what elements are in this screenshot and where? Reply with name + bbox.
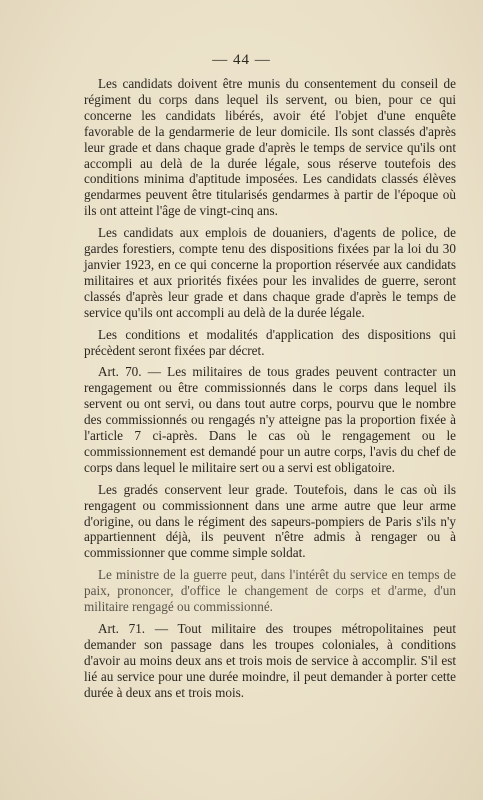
paragraph-grades-conservent: Les gradés conservent leur grade. Toutefois, dans le cas où ils rengagent ou commissionnent dans une arme autre que leur arme d'origine, ou dans le régiment des sapeurs-pompiers de Paris s'ils n'y appartiennent déjà, ils peuvent n'être admis à rengager ou à commissionner que comme simple soldat. — [84, 481, 456, 561]
paragraph-candidats-gendarmes: Les candidats doivent être munis du consentement du conseil de régiment du corps dans lequel ils servent, ou bien, pour ce qui concerne les candidats libérés, avoir été l'objet d'une enquête favorable de la gendarmerie de leur domicile. Ils sont classés d'après leur grade et dans chaque grade d'après le temps de service qu'ils ont accompli au delà de la durée légale, sous réserve toutefois des conditions minima d'aptitude imposées. Les candidats classés élèves gendarmes peuvent être titularisés gendarmes à partir de l'époque où ils ont atteint l'âge de vingt-cinq ans. — [84, 76, 456, 219]
paragraph-candidats-douaniers: Les candidats aux emplois de douaniers, d'agents de police, de gardes forestiers, compte tenu des dispositions fixées par la loi du 30 janvier 1923, en ce qui concerne la proportion réservée aux candidats militaires et aux priorités fixées pour les invalides de guerre, seront classés d'après leur grade et dans chaque grade d'après le temps de service qu'ils ont accompli au delà de la durée légale. — [84, 225, 456, 320]
page-body — [84, 76, 456, 701]
paragraph-conditions-modalites: Les conditions et modalités d'application des dispositions qui précèdent seront fixées par décret. — [84, 326, 456, 358]
paragraph-article-71: Art. 71. — Tout militaire des troupes métropolitaines peut demander son passage dans les troupes coloniales, à conditions d'avoir au moins deux ans et trois mois de service à accomplir. S'il est lié au service pour une durée moindre, il peut demander à porter cette durée à deux ans et trois mois. — [84, 621, 456, 700]
page-number: — 44 — — [212, 52, 271, 68]
paragraph-article-70: Art. 70. — Les militaires de tous grades peuvent contracter un rengagement ou être commissionnés dans le corps dans lequel ils servent ou ont servi, ou dans tout autre corps, pourvu que le nombre des commissionnés ou rengagés n'y atteigne pas la proportion fixée à l'article 7 ci-après. Dans le cas où le rengagement ou le commissionnement est demandé pour un autre corps, l'avis du chef de corps dans lequel le militaire sert ou a servi est obligatoire. — [84, 364, 456, 475]
paragraph-ministre-guerre: Le ministre de la guerre peut, dans l'intérêt du service en temps de paix, prononcer, d'office le changement de corps et d'arme, d'un militaire rengagé ou commissionné. — [84, 567, 456, 615]
